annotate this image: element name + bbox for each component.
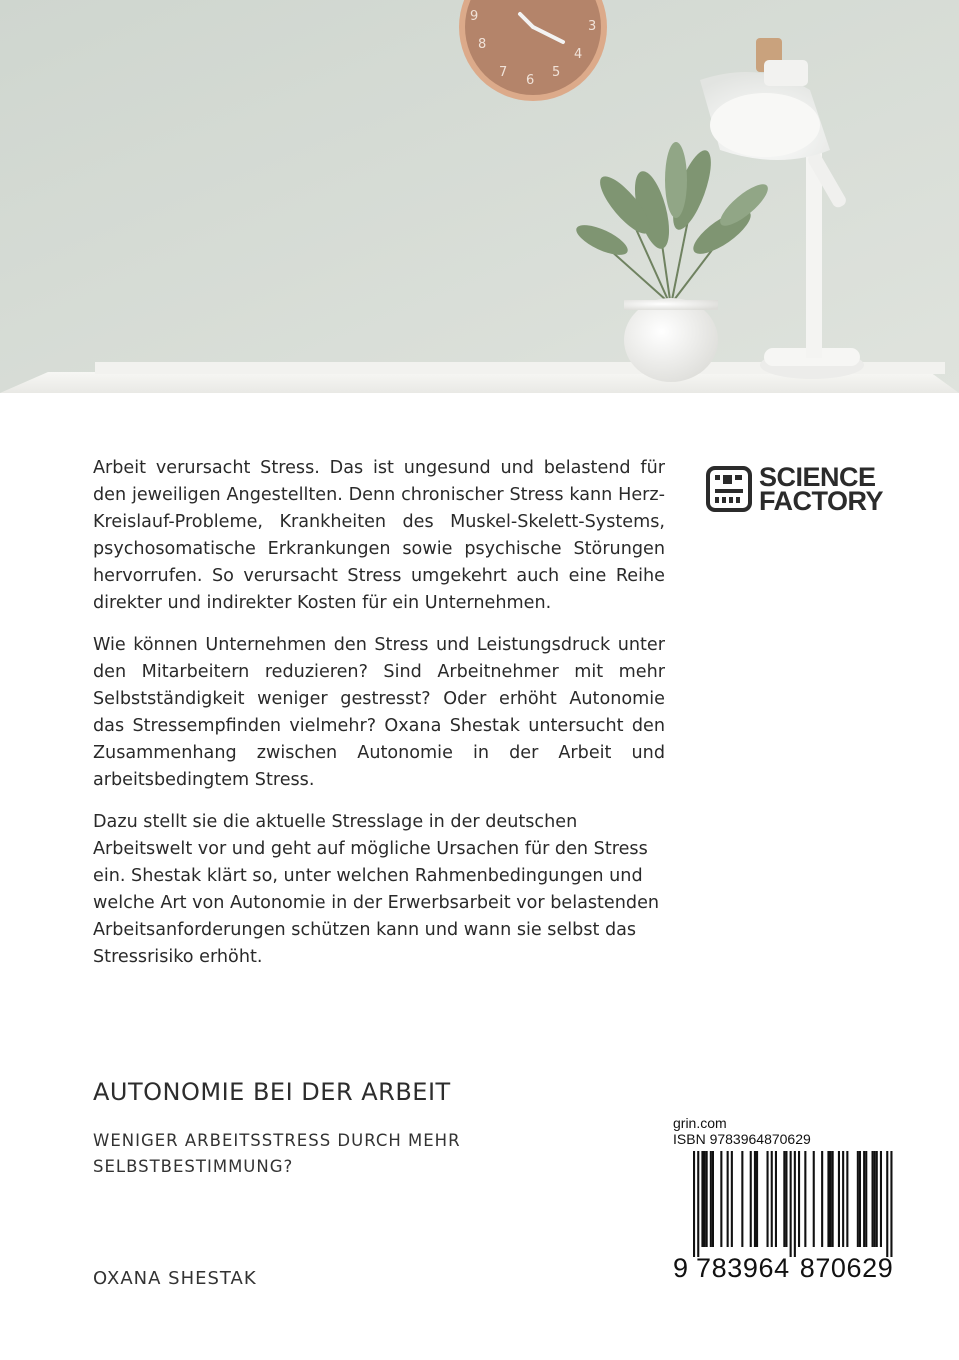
publisher-logo [706,463,883,515]
barcode-bar [842,1151,844,1247]
barcode-bar [693,1151,695,1257]
barcode-bar [756,1151,758,1247]
barcode-bar [874,1151,876,1247]
barcode-digit-group2: 870629 [799,1253,894,1283]
barcode-bar [775,1151,777,1247]
publisher-url: grin.com [673,1115,727,1131]
barcode-bar [704,1151,706,1247]
barcode-digit-group1: 783964 [696,1253,790,1283]
barcode-bar [741,1151,743,1247]
barcode-bar [890,1151,892,1257]
barcode-bar [863,1151,865,1247]
barcode-bar [846,1151,848,1247]
barcode-bar [720,1151,722,1247]
barcode-bar [813,1151,815,1247]
barcode-bar [859,1151,861,1247]
barcode-bar [857,1151,859,1247]
blurb-paragraph-1: Arbeit verursacht Stress. Das ist ungesund und belastend für den jeweiligen Angestellten. Denn chronischer Stress kann Herz-Kreislauf-Probleme, Krankheiten des Muskel-Skelett-Systems, psychosomatische Erkrankungen sowie psychische Störungen hervorrufen. So verursacht Stress umgekehrt auch eine Reihe direkter und indirekter Kosten für ein Unternehmen. [93,458,665,613]
barcode-bar [701,1151,703,1247]
clock-number-7: 7 [499,65,508,80]
barcode-digits [673,1254,898,1282]
barcode-digit-first: 9 [673,1253,689,1283]
book-author: OXANA SHESTAK [93,1268,257,1289]
barcode-bar [827,1151,829,1247]
barcode-bar [880,1151,882,1247]
cover-photo [0,0,959,393]
barcode-bar [798,1151,800,1247]
clock-number-6: 6 [526,73,535,88]
clock-number-3: 3 [588,19,597,34]
barcode-bar [838,1151,840,1247]
barcode-bar [785,1151,787,1247]
barcode-bar [832,1151,834,1247]
barcode-bar [886,1151,888,1257]
clock-number-9: 9 [470,9,479,24]
barcode-bar [804,1151,806,1247]
barcode-bar [790,1151,792,1257]
book-subtitle-line1: WENIGER ARBEITSSTRESS DURCH MEHR [93,1131,461,1150]
clock-number-5: 5 [552,65,561,80]
barcode-bar [783,1151,785,1247]
back-cover-blurb [93,455,665,986]
barcode-bar [706,1151,708,1247]
barcode-bar [830,1151,832,1247]
barcode-bar [727,1151,729,1247]
publisher-logo-text [759,462,884,516]
science-factory-logo-icon [706,466,752,512]
ean13-barcode-icon [673,1151,898,1257]
barcode-block [673,1115,898,1282]
book-subtitle-line2: SELBSTBESTIMMUNG? [93,1157,294,1176]
barcode-bar [771,1151,773,1247]
barcode-bar [731,1151,733,1247]
clock-number-4: 4 [574,47,583,62]
barcode-bar [876,1151,878,1247]
barcode-bar [767,1151,769,1247]
barcode-bar [710,1151,712,1247]
cover-photo-illustration [0,0,959,393]
barcode-bar [754,1151,756,1247]
clock-number-8: 8 [478,37,487,52]
book-title: AUTONOMIE BEI DER ARBEIT [93,1078,451,1106]
barcode-bar [821,1151,823,1247]
publisher-logo-line1: SCIENCE [759,462,876,492]
blurb-paragraph-2: Wie können Unternehmen den Stress und Leistungsdruck unter den Mitarbeitern reduzieren? Sind Arbeitnehmer mit mehr Selbstständigkeit weniger gestresst? Oder erhöht Autonomie das Stressempfinden vielmehr? Oxana Shestak untersucht den Zusammenhang zwischen Autonomie in der Arbeit und arbeitsbedingtem Stress. [93,635,665,790]
barcode-bar [794,1151,796,1257]
blurb-paragraph-3: Dazu stellt sie die aktuelle Stresslage in der deutschen Arbeitswelt vor und geht auf mögliche Ursachen für den Stress ein. Shestak klärt so, unter welchen Rahmenbedingungen und welche Art von Autonomie in der Erwerbsarbeit vor belastenden Arbeitsanforderungen schützen kann und wann sie selbst das Stressrisiko erhöht. [93,812,660,967]
barcode-bar [872,1151,874,1247]
barcode-bar [865,1151,867,1247]
isbn-label: ISBN 9783964870629 [673,1131,811,1147]
barcode-bar [712,1151,714,1247]
barcode-bar [750,1151,752,1247]
publisher-logo-line2: FACTORY [759,486,884,516]
barcode-bar [697,1151,699,1257]
book-subtitle [93,1128,553,1180]
